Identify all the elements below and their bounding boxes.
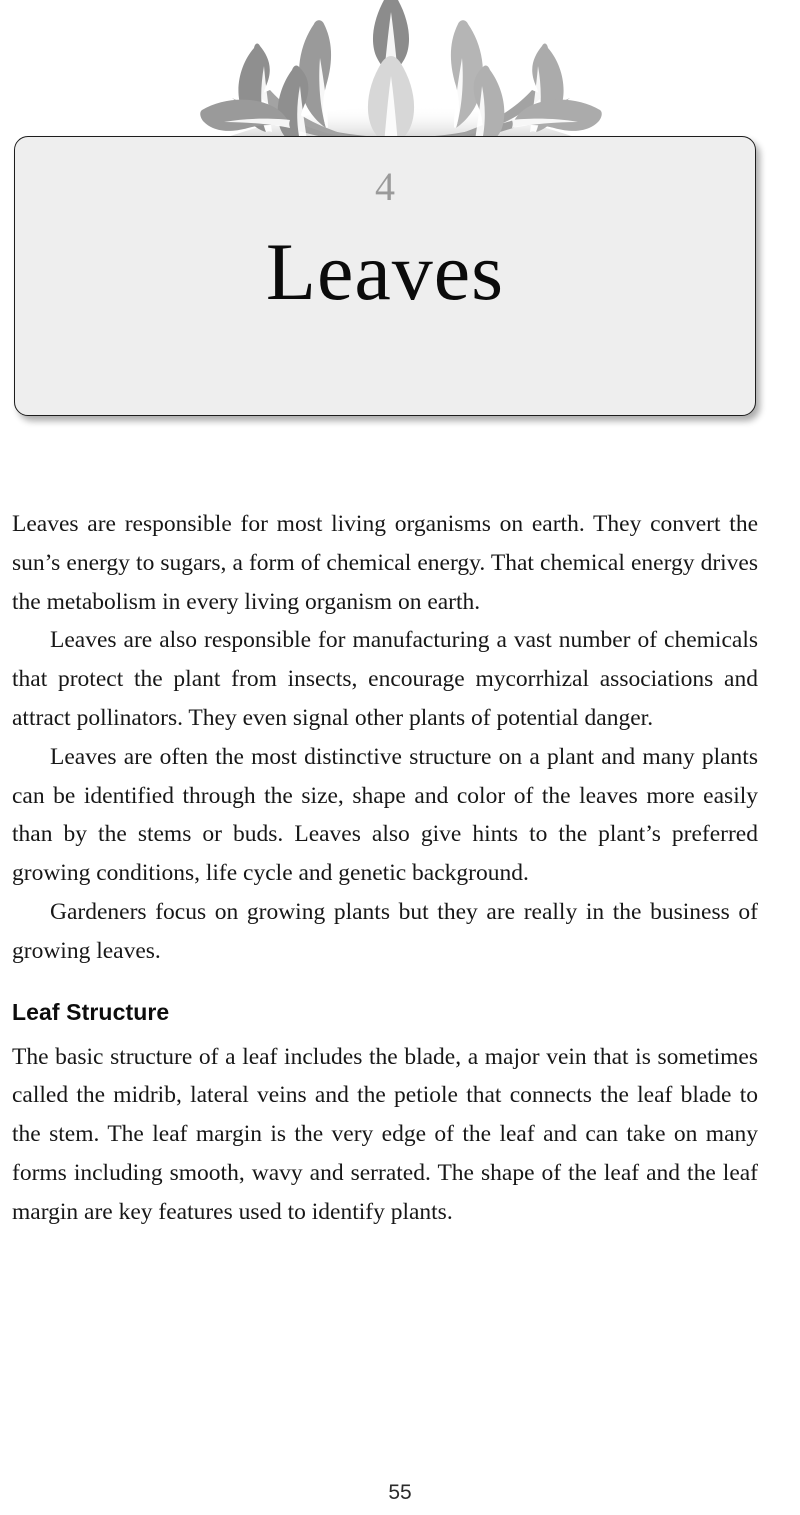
body-paragraph-4: Gardeners focus on growing plants but they are really in the business of growing leaves. <box>12 898 758 964</box>
body-paragraph-3: Leaves are often the most distinctive structure on a plant and many plants can be identified through the size, shape and color of the leaves more easily than by the stems or buds. Leaves also give hints to the plant’s preferred growing conditions, life cycle and genetic background. <box>12 743 758 887</box>
chapter-number: 4 <box>375 164 395 209</box>
chapter-ornament <box>0 0 800 140</box>
leaf-wreath-ornament-icon <box>196 0 606 143</box>
body-paragraph-1: Leaves are responsible for most living organisms on earth. They convert the sun’s energy to sugars, a form of chemical energy. That chemical energy drives the metabolism in every living organism on earth. <box>12 511 758 615</box>
page-content <box>12 505 758 1232</box>
page-number: 55 <box>388 1481 412 1504</box>
section-heading-leaf-structure: Leaf Structure <box>12 998 170 1025</box>
ornament-leaf-mid-left <box>278 66 309 143</box>
body-paragraph-2: Leaves are also responsible for manufacturing a vast number of chemicals that protect the plant from insects, encourage mycorrhizal associations and attract pollinators. They even signal other plants of potential danger. <box>12 627 758 731</box>
chapter-title: Leaves <box>265 226 505 317</box>
chapter-title-box <box>14 136 756 416</box>
ornament-leaf-mid-right <box>474 66 505 143</box>
section-paragraph: The basic structure of a leaf includes the blade, a major vein that is sometimes called the midrib, lateral veins and the petiole that connects the leaf blade to the stem. The leaf margin is the very edge of the leaf and can take on many forms including smooth, wavy and serrated. The shape of the leaf and the leaf margin are key features used to identify plants. <box>12 1043 758 1225</box>
ornament-leaf-center-pale <box>368 56 414 143</box>
